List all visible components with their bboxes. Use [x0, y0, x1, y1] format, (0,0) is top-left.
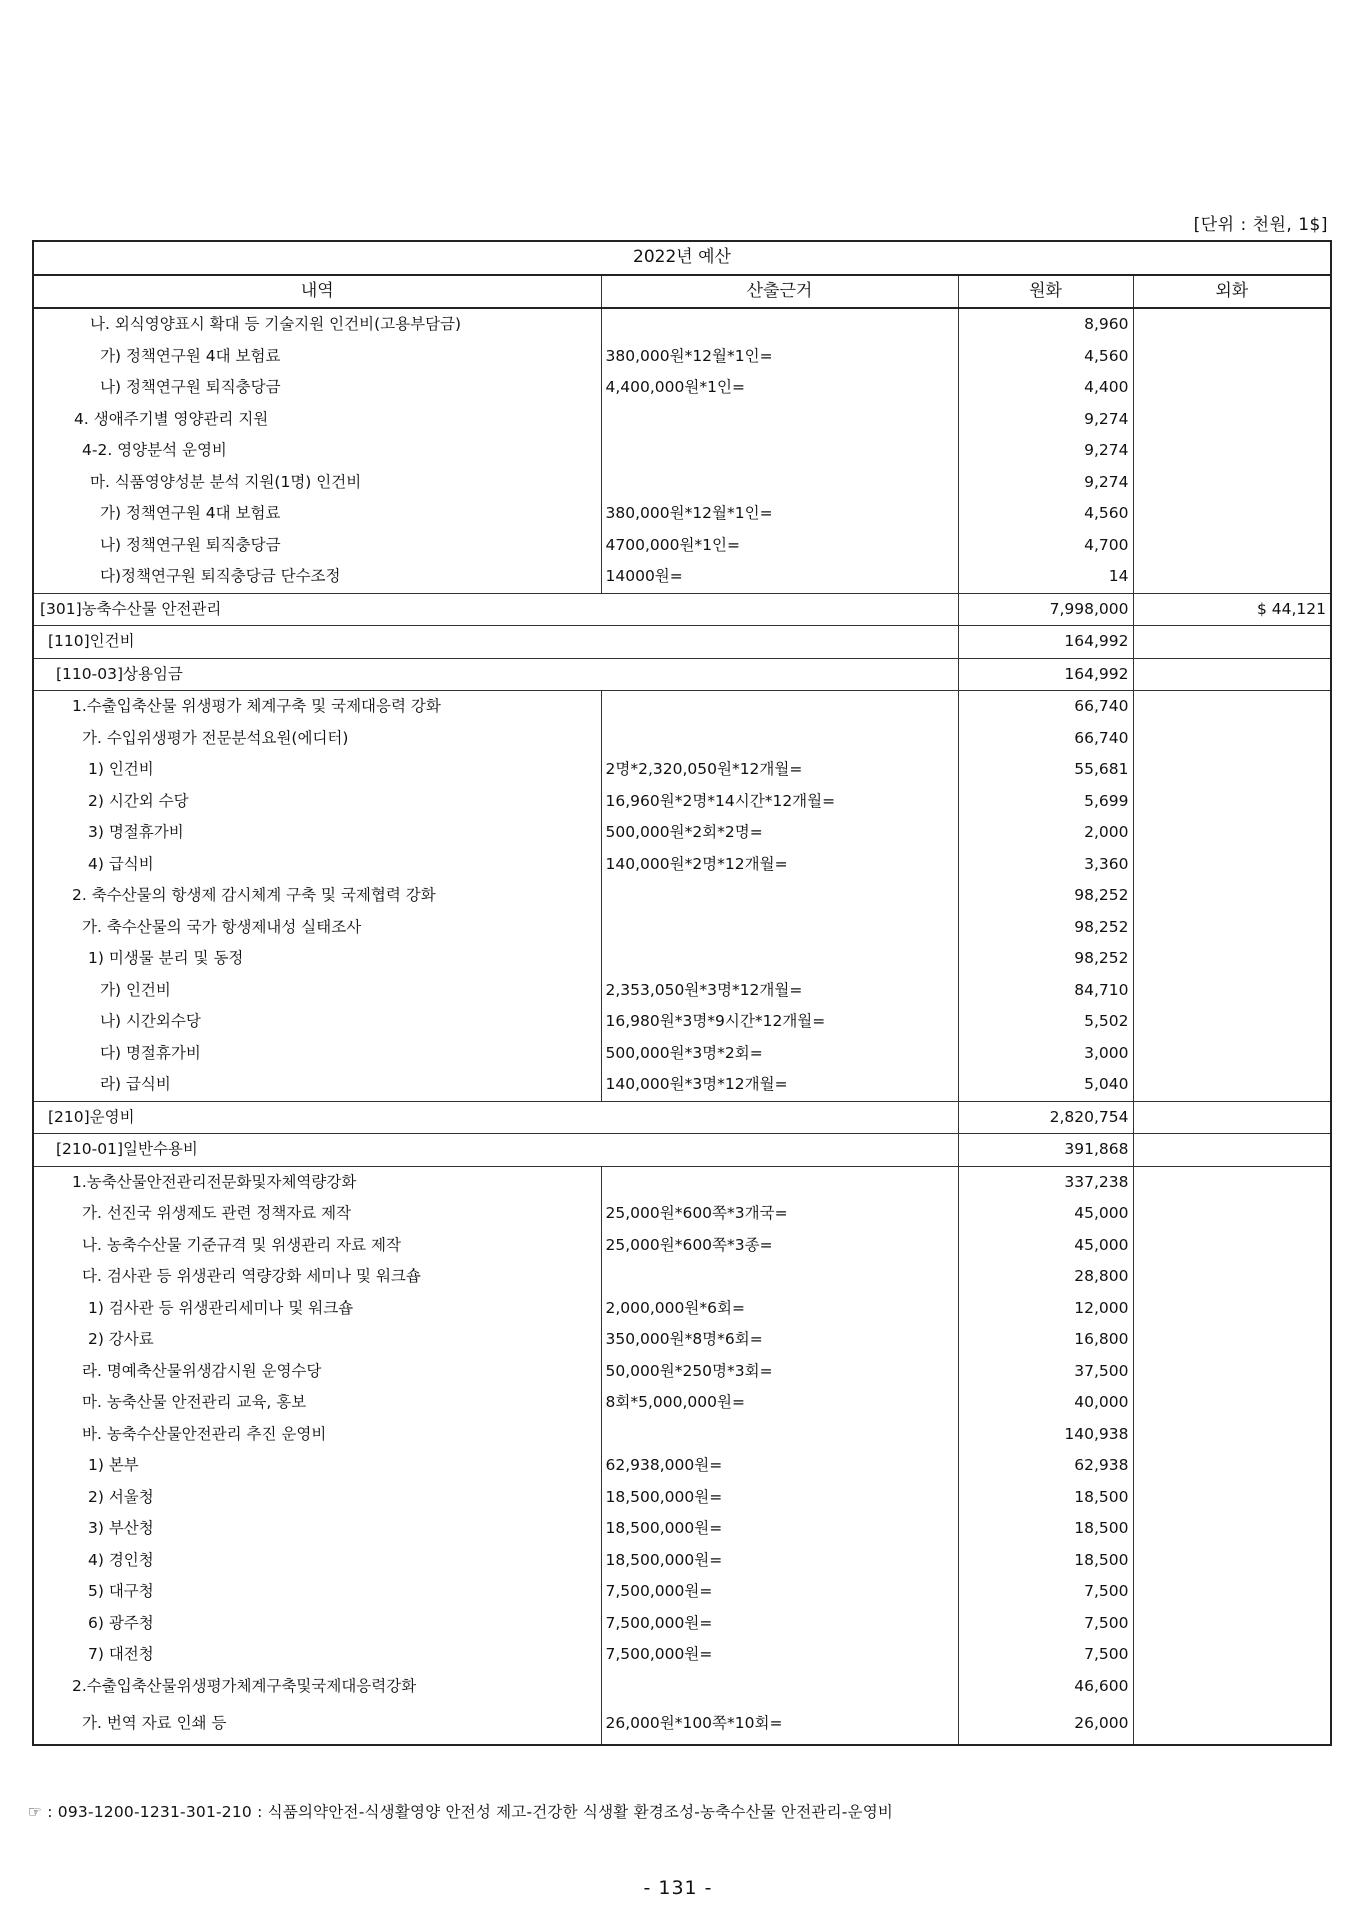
cell-basis: [601, 912, 958, 944]
cell-fx: [1133, 723, 1331, 755]
table-title-row: [33, 241, 1331, 275]
cell-item: 1.농축산물안전관리전문화및자체역량강화: [33, 1166, 601, 1198]
cell-fx: [1133, 1576, 1331, 1608]
cell-krw: 40,000: [958, 1387, 1133, 1419]
cell-fx: [1133, 530, 1331, 562]
cell-fx: [1133, 341, 1331, 373]
cell-item: [110-03]상용임금: [33, 658, 958, 691]
cell-krw: 84,710: [958, 975, 1133, 1007]
cell-basis: [601, 880, 958, 912]
cell-fx: [1133, 849, 1331, 881]
cell-item: 2. 축수산물의 항생제 감시체계 구축 및 국제협력 강화: [72, 886, 436, 904]
cell-fx: [1133, 404, 1331, 436]
cell-fx: [1133, 975, 1331, 1007]
cell-item: [210]운영비: [33, 1101, 958, 1134]
table-row: [33, 435, 1331, 467]
cell-krw: 337,238: [958, 1166, 1133, 1198]
cell-krw: 18,500: [958, 1545, 1133, 1577]
cell-item: 가. 선진국 위생제도 관련 정책자료 제작: [82, 1204, 352, 1222]
table-row: [33, 817, 1331, 849]
cell-krw: 3,000: [958, 1038, 1133, 1070]
cell-item: 5) 대구청: [88, 1582, 154, 1600]
cell-basis: 350,000원*8명*6회=: [601, 1324, 958, 1356]
table-row: [33, 658, 1331, 691]
cell-krw: 7,500: [958, 1639, 1133, 1671]
cell-item: 다. 검사관 등 위생관리 역량강화 세미나 및 워크숍: [82, 1267, 421, 1285]
cell-item: [110]인건비: [33, 626, 958, 659]
cell-krw: 7,500: [958, 1608, 1133, 1640]
cell-krw: 391,868: [958, 1134, 1133, 1167]
cell-krw: 3,360: [958, 849, 1133, 881]
cell-fx: [1133, 880, 1331, 912]
cell-krw: 2,820,754: [958, 1101, 1133, 1134]
cell-fx: $ 44,121: [1133, 593, 1331, 626]
cell-fx: [1133, 1482, 1331, 1514]
table-row: [33, 1069, 1331, 1101]
cell-item: 나) 정책연구원 퇴직충당금: [100, 378, 281, 396]
cell-fx: [1133, 786, 1331, 818]
cell-basis: 7,500,000원=: [601, 1639, 958, 1671]
cell-basis: 500,000원*2회*2명=: [601, 817, 958, 849]
cell-item: 4. 생애주기별 영양관리 지원: [74, 409, 269, 428]
cell-basis: [601, 691, 958, 723]
cell-basis: 18,500,000원=: [601, 1482, 958, 1514]
cell-basis: [601, 435, 958, 467]
table-row: [33, 404, 1331, 436]
cell-krw: 62,938: [958, 1450, 1133, 1482]
cell-krw: 45,000: [958, 1198, 1133, 1230]
table-header-row: [33, 275, 1331, 309]
header-fx: 외화: [1133, 275, 1331, 309]
table-row: [33, 1038, 1331, 1070]
cell-krw: 18,500: [958, 1513, 1133, 1545]
cell-basis: 8회*5,000,000원=: [601, 1387, 958, 1419]
cell-item: 마. 식품영양성분 분석 지원(1명) 인건비: [90, 472, 362, 491]
cell-fx: [1133, 498, 1331, 530]
cell-krw: 5,699: [958, 786, 1133, 818]
cell-fx: [1133, 1038, 1331, 1070]
cell-item: 3) 명절휴가비: [88, 823, 184, 841]
cell-krw: 5,502: [958, 1006, 1133, 1038]
cell-krw: 98,252: [958, 880, 1133, 912]
cell-item: [210-01]일반수용비: [33, 1134, 958, 1167]
cell-item: 다) 명절휴가비: [100, 1043, 201, 1062]
cell-fx: [1133, 1069, 1331, 1101]
table-row: [33, 561, 1331, 593]
cell-basis: 380,000원*12월*1인=: [601, 498, 958, 530]
cell-item: 가. 축수산물의 국가 항생제내성 실태조사: [82, 917, 362, 936]
cell-fx: [1133, 1608, 1331, 1640]
table-row: [33, 943, 1331, 975]
table-row: [33, 691, 1331, 723]
table-row: [33, 1006, 1331, 1038]
cell-fx: [1133, 1671, 1331, 1703]
cell-fx: [1133, 1006, 1331, 1038]
table-row: [33, 1198, 1331, 1230]
cell-item: [301]농축수산물 안전관리: [33, 593, 958, 626]
cell-basis: 380,000원*12월*1인=: [601, 341, 958, 373]
cell-basis: 2명*2,320,050원*12개월=: [601, 754, 958, 786]
cell-item: 나) 정책연구원 퇴직충당금: [100, 535, 281, 554]
cell-basis: 140,000원*2명*12개월=: [601, 849, 958, 881]
header-basis: 산출근거: [601, 275, 958, 309]
table-row: [33, 308, 1331, 341]
cell-item: 가. 수입위생평가 전문분석요원(에디터): [82, 728, 349, 747]
cell-krw: 4,700: [958, 530, 1133, 562]
cell-item: 1) 미생물 분리 및 동정: [88, 949, 244, 967]
cell-krw: 9,274: [958, 467, 1133, 499]
cell-krw: 26,000: [958, 1702, 1133, 1745]
table-row: [33, 1482, 1331, 1514]
unit-note: [단위 : 천원, 1$]: [1193, 215, 1328, 235]
cell-fx: [1133, 1513, 1331, 1545]
table-row: [33, 1671, 1331, 1703]
cell-basis: 500,000원*3명*2회=: [601, 1038, 958, 1070]
table-row: [33, 593, 1331, 626]
cell-basis: 18,500,000원=: [601, 1545, 958, 1577]
cell-basis: 4700,000원*1인=: [601, 530, 958, 562]
table-row: [33, 626, 1331, 659]
table-row: [33, 1166, 1331, 1198]
table-row: [33, 372, 1331, 404]
cell-basis: [601, 467, 958, 499]
cell-basis: 14000원=: [601, 561, 958, 593]
cell-item: 7) 대전청: [88, 1645, 154, 1663]
cell-krw: 140,938: [958, 1419, 1133, 1451]
table-row: [33, 975, 1331, 1007]
cell-basis: 140,000원*3명*12개월=: [601, 1069, 958, 1101]
cell-krw: 46,600: [958, 1671, 1133, 1703]
cell-basis: 25,000원*600쪽*3개국=: [601, 1198, 958, 1230]
table-row: [33, 1261, 1331, 1293]
cell-basis: 16,960원*2명*14시간*12개월=: [601, 786, 958, 818]
cell-krw: 14: [958, 561, 1133, 593]
cell-item: 4-2. 영양분석 운영비: [82, 441, 227, 459]
cell-krw: 7,998,000: [958, 593, 1133, 626]
cell-basis: 62,938,000원=: [601, 1450, 958, 1482]
cell-krw: 12,000: [958, 1293, 1133, 1325]
table-row: [33, 498, 1331, 530]
table-row: [33, 1134, 1331, 1167]
table-row: [33, 1576, 1331, 1608]
cell-item: 2) 강사료: [88, 1330, 154, 1348]
cell-krw: 98,252: [958, 912, 1133, 944]
header-item: 내역: [33, 275, 601, 309]
table-row: [33, 1639, 1331, 1671]
footnote: ☞ : 093-1200-1231-301-210 : 식품의약안전-식생활영양 안전성 제고-건강한 식생활 환경조성-농축수산물 안전관리-운영비: [28, 1803, 894, 1821]
cell-fx: [1133, 1387, 1331, 1419]
cell-fx: [1133, 308, 1331, 341]
cell-krw: 45,000: [958, 1230, 1133, 1262]
cell-basis: 7,500,000원=: [601, 1608, 958, 1640]
cell-basis: [601, 723, 958, 755]
cell-fx: [1133, 1639, 1331, 1671]
cell-item: 1) 본부: [88, 1456, 139, 1474]
cell-basis: [601, 1419, 958, 1451]
table-row: [33, 1230, 1331, 1262]
cell-basis: [601, 943, 958, 975]
cell-fx: [1133, 1101, 1331, 1134]
cell-item: 2) 서울청: [88, 1487, 154, 1506]
cell-item: 나) 시간외수당: [100, 1012, 201, 1030]
table-row: [33, 723, 1331, 755]
cell-item: 2.수출입축산물위생평가체계구축및국제대응력강화: [72, 1676, 417, 1695]
table-row: [33, 1387, 1331, 1419]
cell-krw: 28,800: [958, 1261, 1133, 1293]
cell-krw: 66,740: [958, 691, 1133, 723]
cell-item: 바. 농축수산물안전관리 추진 운영비: [82, 1424, 327, 1443]
cell-fx: [1133, 1261, 1331, 1293]
cell-fx: [1133, 912, 1331, 944]
cell-krw: 8,960: [958, 308, 1133, 341]
cell-fx: [1133, 1419, 1331, 1451]
table-row: [33, 1702, 1331, 1745]
table-row: [33, 880, 1331, 912]
table-row: [33, 1293, 1331, 1325]
table-row: [33, 754, 1331, 786]
cell-krw: 16,800: [958, 1324, 1133, 1356]
cell-fx: [1133, 1198, 1331, 1230]
cell-krw: 4,400: [958, 372, 1133, 404]
cell-basis: 18,500,000원=: [601, 1513, 958, 1545]
cell-krw: 55,681: [958, 754, 1133, 786]
cell-item: 3) 부산청: [88, 1519, 154, 1537]
budget-table: [32, 240, 1332, 1746]
table-row: [33, 912, 1331, 944]
table-row: [33, 1513, 1331, 1545]
cell-krw: 164,992: [958, 658, 1133, 691]
cell-krw: 164,992: [958, 626, 1133, 659]
page-number: - 131 -: [643, 1877, 713, 1899]
cell-fx: [1133, 467, 1331, 499]
table-row: [33, 1419, 1331, 1451]
cell-fx: [1133, 1545, 1331, 1577]
cell-basis: 4,400,000원*1인=: [601, 372, 958, 404]
cell-krw: 4,560: [958, 341, 1133, 373]
cell-basis: [601, 1671, 958, 1703]
cell-krw: 4,560: [958, 498, 1133, 530]
cell-basis: 25,000원*600쪽*3종=: [601, 1230, 958, 1262]
cell-fx: [1133, 817, 1331, 849]
table-row: [33, 1101, 1331, 1134]
cell-basis: [601, 308, 958, 341]
cell-krw: 9,274: [958, 435, 1133, 467]
cell-basis: [601, 1261, 958, 1293]
cell-item: 가) 정책연구원 4대 보험료: [100, 346, 281, 365]
cell-item: 2) 시간외 수당: [88, 791, 189, 810]
table-row: [33, 1608, 1331, 1640]
cell-krw: 7,500: [958, 1576, 1133, 1608]
cell-fx: [1133, 1293, 1331, 1325]
table-body: [33, 308, 1331, 1745]
cell-fx: [1133, 1356, 1331, 1388]
cell-basis: 50,000원*250명*3회=: [601, 1356, 958, 1388]
cell-item: 다)정책연구원 퇴직충당금 단수조정: [100, 567, 341, 585]
table-row: [33, 1450, 1331, 1482]
cell-fx: [1133, 372, 1331, 404]
cell-krw: 66,740: [958, 723, 1133, 755]
cell-fx: [1133, 561, 1331, 593]
table-title: 2022년 예산: [33, 241, 1331, 275]
cell-fx: [1133, 1450, 1331, 1482]
cell-item: 1) 인건비: [88, 760, 154, 778]
cell-krw: 2,000: [958, 817, 1133, 849]
cell-item: 4) 급식비: [88, 854, 154, 873]
cell-item: 가) 인건비: [100, 980, 171, 999]
cell-basis: 26,000원*100쪽*10회=: [601, 1702, 958, 1745]
cell-basis: 16,980원*3명*9시간*12개월=: [601, 1006, 958, 1038]
cell-basis: 7,500,000원=: [601, 1576, 958, 1608]
cell-item: 라. 명예축산물위생감시원 운영수당: [82, 1361, 322, 1380]
cell-fx: [1133, 943, 1331, 975]
table-row: [33, 530, 1331, 562]
cell-item: 1) 검사관 등 위생관리세미나 및 워크숍: [88, 1298, 354, 1317]
cell-item: 라) 급식비: [100, 1075, 171, 1093]
cell-fx: [1133, 626, 1331, 659]
cell-basis: [601, 404, 958, 436]
cell-krw: 5,040: [958, 1069, 1133, 1101]
cell-fx: [1133, 1324, 1331, 1356]
cell-fx: [1133, 1166, 1331, 1198]
cell-item: 가) 정책연구원 4대 보험료: [100, 504, 281, 522]
cell-fx: [1133, 658, 1331, 691]
table-row: [33, 341, 1331, 373]
cell-item: 마. 농축산물 안전관리 교육, 홍보: [82, 1393, 307, 1411]
cell-fx: [1133, 1702, 1331, 1745]
cell-krw: 98,252: [958, 943, 1133, 975]
cell-item: 1.수출입축산물 위생평가 체계구축 및 국제대응력 강화: [33, 691, 601, 723]
cell-basis: 2,353,050원*3명*12개월=: [601, 975, 958, 1007]
table-row: [33, 786, 1331, 818]
cell-fx: [1133, 691, 1331, 723]
cell-item: 6) 광주청: [88, 1613, 154, 1632]
table-row: [33, 1356, 1331, 1388]
cell-fx: [1133, 1134, 1331, 1167]
header-krw: 원화: [958, 275, 1133, 309]
cell-item: 가. 번역 자료 인쇄 등: [82, 1714, 227, 1732]
cell-basis: 2,000,000원*6회=: [601, 1293, 958, 1325]
cell-item: 4) 경인청: [88, 1550, 154, 1569]
table-row: [33, 849, 1331, 881]
cell-fx: [1133, 1230, 1331, 1262]
cell-krw: 9,274: [958, 404, 1133, 436]
cell-basis: [601, 1166, 958, 1198]
cell-item: 나. 농축수산물 기준규격 및 위생관리 자료 제작: [82, 1235, 401, 1254]
cell-item: 나. 외식영양표시 확대 등 기술지원 인건비(고용부담금): [90, 315, 462, 333]
cell-fx: [1133, 754, 1331, 786]
cell-krw: 18,500: [958, 1482, 1133, 1514]
cell-krw: 37,500: [958, 1356, 1133, 1388]
table-row: [33, 1324, 1331, 1356]
cell-fx: [1133, 435, 1331, 467]
table-row: [33, 467, 1331, 499]
table-row: [33, 1545, 1331, 1577]
